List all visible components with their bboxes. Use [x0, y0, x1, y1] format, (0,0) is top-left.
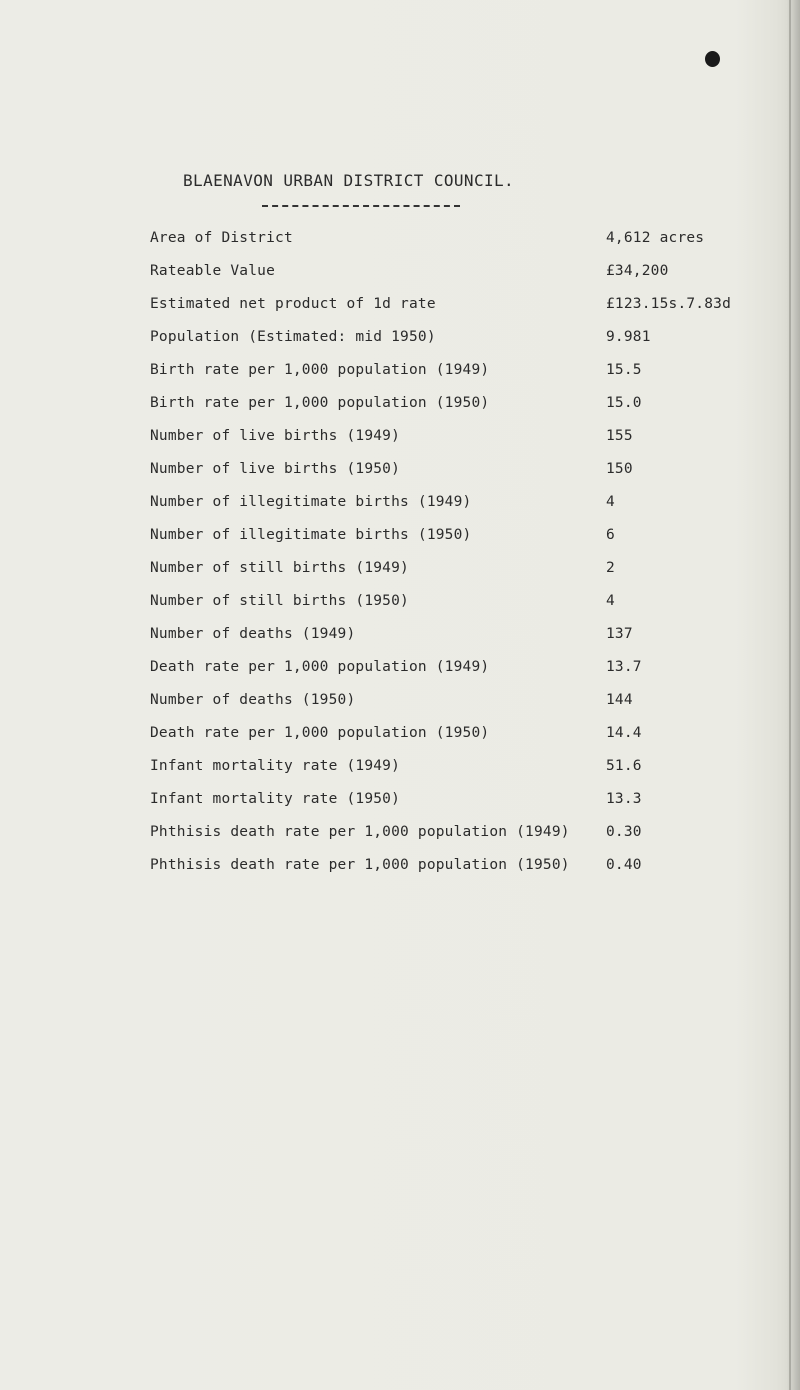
- title-underline: [262, 205, 460, 207]
- row-label: Number of still births (1949): [150, 560, 409, 576]
- table-row: [0, 560, 800, 586]
- row-label: Birth rate per 1,000 population (1949): [150, 362, 490, 378]
- table-row: [0, 395, 800, 421]
- row-label: Death rate per 1,000 population (1949): [150, 659, 490, 675]
- row-value: 0.40: [606, 857, 642, 873]
- row-value: 2: [606, 560, 615, 576]
- row-label: Estimated net product of 1d rate: [150, 296, 436, 312]
- row-value: 150: [606, 461, 633, 477]
- row-value: 4: [606, 494, 615, 510]
- row-label: Number of deaths (1949): [150, 626, 356, 642]
- table-row: [0, 824, 800, 850]
- row-value: 51.6: [606, 758, 642, 774]
- table-row: [0, 758, 800, 784]
- page-title: BLAENAVON URBAN DISTRICT COUNCIL.: [183, 171, 515, 190]
- row-label: Number of illegitimate births (1949): [150, 494, 472, 510]
- row-label: Birth rate per 1,000 population (1950): [150, 395, 490, 411]
- table-row: [0, 659, 800, 685]
- row-value: 155: [606, 428, 633, 444]
- row-value: £123.15s.7.83d: [606, 296, 732, 312]
- table-row: [0, 692, 800, 718]
- table-row: [0, 725, 800, 751]
- table-row: [0, 428, 800, 454]
- row-label: Rateable Value: [150, 263, 276, 279]
- row-label: Infant mortality rate (1949): [150, 758, 401, 774]
- table-row: [0, 329, 800, 355]
- row-value: 9.981: [606, 329, 651, 345]
- table-row: [0, 494, 800, 520]
- row-label: Population (Estimated: mid 1950): [150, 329, 436, 345]
- row-label: Infant mortality rate (1950): [150, 791, 401, 807]
- row-label: Number of deaths (1950): [150, 692, 356, 708]
- row-value: 6: [606, 527, 615, 543]
- row-label: Number of live births (1949): [150, 428, 401, 444]
- table-row: [0, 857, 800, 883]
- row-label: Area of District: [150, 230, 293, 246]
- table-row: [0, 296, 800, 322]
- row-label: Number of still births (1950): [150, 593, 409, 609]
- table-row: [0, 791, 800, 817]
- row-value: £34,200: [606, 263, 669, 279]
- row-label: Phthisis death rate per 1,000 population (1949): [150, 824, 570, 840]
- row-value: 4,612 acres: [606, 230, 705, 246]
- row-value: 144: [606, 692, 633, 708]
- row-label: Number of illegitimate births (1950): [150, 527, 472, 543]
- table-row: [0, 461, 800, 487]
- ink-blot: [705, 51, 720, 67]
- row-value: 13.7: [606, 659, 642, 675]
- row-label: Phthisis death rate per 1,000 population (1950): [150, 857, 570, 873]
- row-label: Death rate per 1,000 population (1950): [150, 725, 490, 741]
- row-label: Number of live births (1950): [150, 461, 401, 477]
- table-row: [0, 527, 800, 553]
- table-row: [0, 263, 800, 289]
- row-value: 13.3: [606, 791, 642, 807]
- row-value: 15.0: [606, 395, 642, 411]
- table-row: [0, 626, 800, 652]
- table-row: [0, 593, 800, 619]
- row-value: 137: [606, 626, 633, 642]
- table-row: [0, 362, 800, 388]
- row-value: 4: [606, 593, 615, 609]
- row-value: 14.4: [606, 725, 642, 741]
- row-value: 15.5: [606, 362, 642, 378]
- row-value: 0.30: [606, 824, 642, 840]
- table-row: [0, 230, 800, 256]
